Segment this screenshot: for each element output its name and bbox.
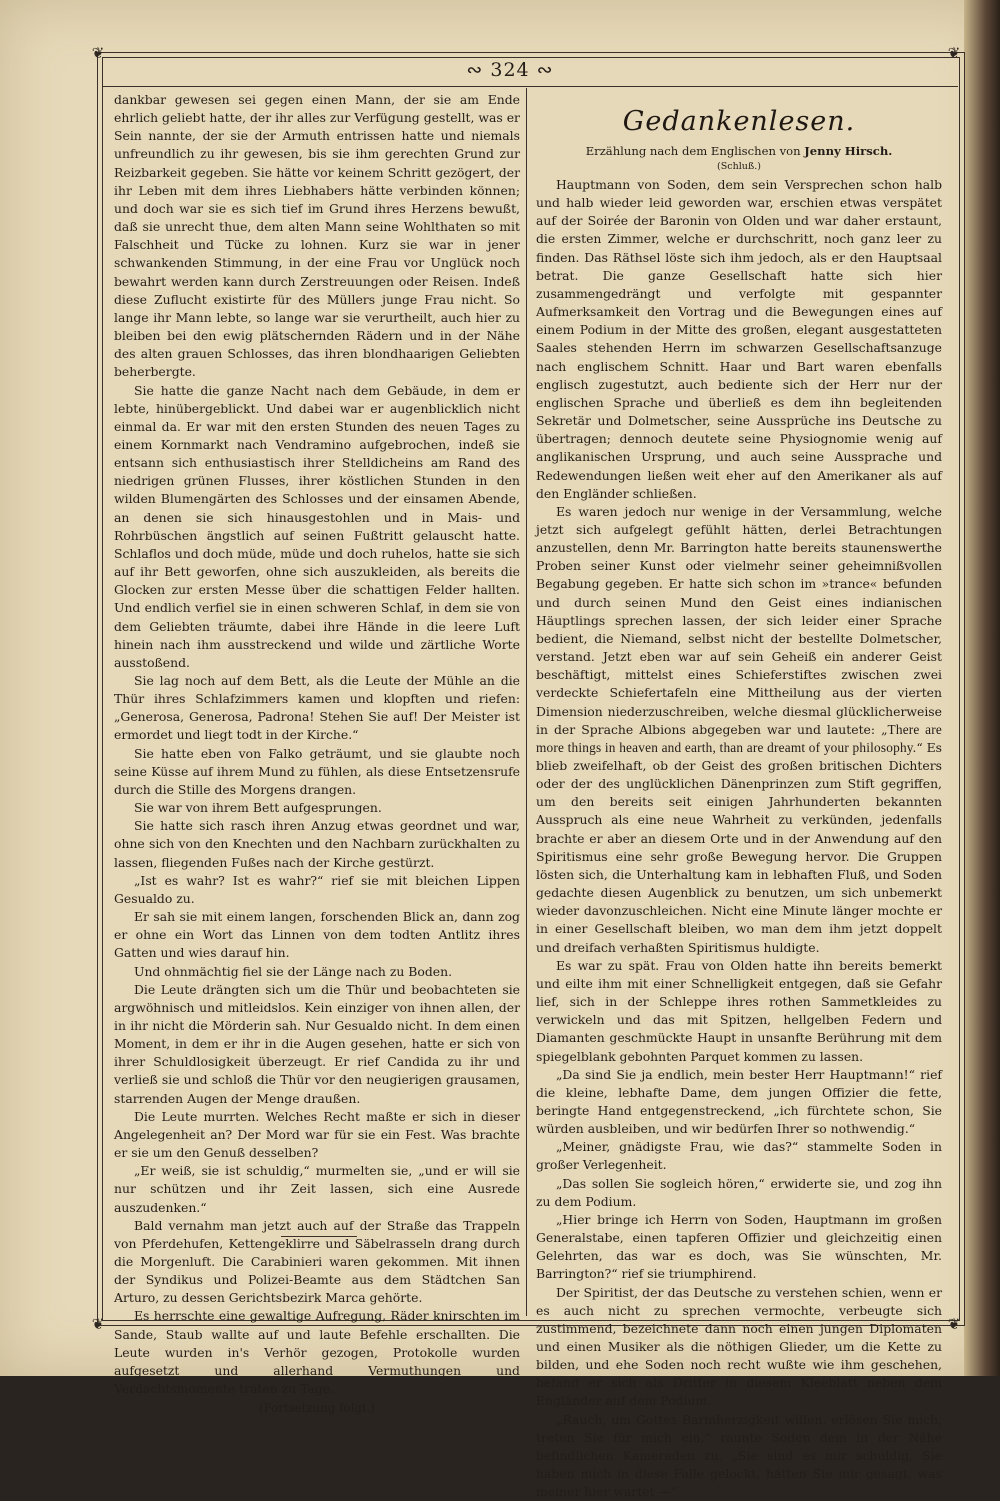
- paragraph: „Rauch, um Gottes Barmherzigkeit willen, erlösen Sie mich, treten Sie für mich ein,“ raunte Soden dem in der Nähe befindlichen Kameraden zu. „Sie sind es mir schuldig, Sie haben mich in diese Falle gelockt, hätten Sie mir gesagt, was meiner hier wartet —“: [536, 1411, 942, 1500]
- column-divider: [526, 88, 527, 1316]
- paragraph: Es war zu spät. Frau von Olden hatte ihn bereits bemerkt und eilte ihm mit einer Schnelligkeit entgegen, daß sie Gefahr lief, sich in der Schleppe ihres rothen Sammetkleides zu verwickeln und das mit Spitzen, hellgelben Federn und Diamanten geschmückte Haupt in unsanfte Berührung mit dem spiegelblank gebohnten Parquet kommen zu lassen.: [536, 957, 942, 1064]
- english-quote: There are more things in heaven and earth, than are dreamt of your philosophy.: [536, 721, 942, 755]
- ornament-right-icon: ∾: [536, 59, 554, 81]
- paragraph: dankbar gewesen sei gegen einen Mann, der sie am Ende ehrlich geliebt hatte, der ihr alles zur Verfügung gestellt, was er Sein nannte, der sie der Armuth entrissen hatte und niemals unfreundlich zu ihr gewesen, bis sie ihm gerechten Grund zur Reizbarkeit gegeben. Sie hätte vor keinem Schritt gezögert, der ihr Leben mit dem ihres Liebhabers hätte verbinden können; und doch war sie es sich tief im Grund ihres Herzens bewußt, daß sie unrecht thue, dem alten Mann seine Wohlthaten so mit Falschheit und Tücke zu lohnen. Kurz sie war in jener schwankenden Stimmung, in der eine Frau vor Unglück noch bewahrt werden kann durch Zerstreuungen oder Reisen. Indeß diese Zuflucht existirte für des Müllers junge Frau nicht. So lange ihr Mann lebte, so lange war sie verurtheilt, auch hier zu bleiben bei den ewig plätschernden Rädern und in der Nähe des alten grauen Schlosses, das ihren blondhaarigen Geliebten beherbergte.: [114, 92, 520, 380]
- paragraph: Er sah sie mit einem langen, forschenden Blick an, dann zog er ohne ein Wort das Linnen von dem todten Antlitz ihres Gatten und wies darauf hin.: [114, 909, 520, 961]
- paragraph: Sie hatte eben von Falko geträumt, und sie glaubte noch seine Küsse auf ihrem Mund zu fühlen, als diese Entsetzensrufe durch die Stille des Morgens drangen.: [114, 745, 520, 797]
- paragraph: Und ohnmächtig fiel sie der Länge nach zu Boden.: [134, 963, 453, 979]
- paragraph-part: “ Es blieb zweifelhaft, ob der Geist des großen britischen Dichters oder der des unglücklichen Dänenprinzen zum Stift gegriffen, um den bereits seit einigen Jahrhunderten bekannten Ausspruch als eine neue Wahrheit zu verkünden, jedenfalls brachte er aber an diesem Orte und in der Anwendung auf den Spiritismus eine sehr große Bewegung hervor. Die Gruppen lösten sich, die Unterhaltung kam in lebhaften Fluß, und Soden gedachte diesen Augenblick zu benutzen, um sich unbemerkt wieder davonzuschleichen. Nicht eine Minute länger mochte er in einer Gesellschaft bleiben, wo man dem ihm jetzt doppelt und dreifach verhaßten Spiritismus huldigte.: [536, 739, 943, 955]
- story-title: Gedankenlesen.: [622, 106, 856, 137]
- paragraph: Bald vernahm man jetzt auch auf der Straße das Trappeln von Pferdehufen, Kettengeklirre und Säbelrasseln drang durch die Morgenluft. Die Carabinieri waren gekommen. Mit ihnen der Syndikus und Polizei-Beamte aus dem Städtchen San Arturo, zu dessen Gerichtsbezirk Marca gehörte.: [114, 1217, 520, 1306]
- continuation-note: (Fortsetzung folgt.): [259, 1401, 375, 1416]
- ornament-left-icon: ∾: [466, 59, 484, 81]
- conclusion-note: (Schluß.): [717, 161, 761, 172]
- paragraph: Die Leute murrten. Welches Recht maßte er sich in dieser Angelegenheit an? Der Mord war für sie ein Fest. Was brachte er sie um den Genuß desselben?: [114, 1108, 520, 1161]
- paragraph: Hauptmann von Soden, dem sein Versprechen schon halb und halb wieder leid geworden war, erschien etwas verspätet auf der Soirée der Baronin von Olden und war daher erstaunt, die ersten Zimmer, welche er durchschritt, noch ganz leer zu finden. Das Räthsel löste sich ihm jedoch, als er den Hauptsaal betrat. Die ganze Gesellschaft hatte sich hier zusammengedrängt und verfolgte mit gespannter Aufmerksamkeit den Vortrag und die Bewegungen eines auf einem Podium in der Mitte des großen, elegant ausgestatteten Saales stehenden Herrn im schwarzen Gesellschaftsanzuge nach englischem Schnitt. Haar und Bart waren ebenfalls englisch zugestutzt, auch bediente sich der Herr nur der englischen Sprache und überließ es dem ihn begleitenden Sekretär und Dolmetscher, seine Aussprüche ins Deutsche zu übertragen; dennoch deutete seine Physiognomie wenig auf anglikanischen Ursprung, und auch seine Aussprache und Redewendungen ließen weit eher auf den Amerikaner als auf den Engländer schließen.: [536, 177, 942, 501]
- end-rule: [281, 1236, 357, 1237]
- header-rule: [102, 86, 958, 87]
- paragraph: Sie lag noch auf dem Bett, als die Leute der Mühle an die Thür ihres Schlafzimmers kamen und klopften und riefen: „Generosa, Generosa, Padrona! Stehen Sie auf! Der Meister ist ermordet und liegt todt in der Kirche.“: [114, 673, 520, 743]
- paragraph: Sie war von ihrem Bett aufgesprungen.: [134, 800, 382, 816]
- corner-ornament-top-right: ❦: [947, 44, 961, 62]
- paragraph: „Er weiß, sie ist schuldig,“ murmelten sie, „und er will sie nur schützen und ihr Zeit lassen, sich eine Ausrede auszudenken.“: [114, 1163, 520, 1215]
- paragraph: Sie hatte die ganze Nacht nach dem Gebäude, in dem er lebte, hinübergeblickt. Und dabei war er augenblicklich nicht einmal da. Er war mit den ersten Stunden des neuen Tages zu einem Kornmarkt nach Vendramino aufgebrochen, indeß sie entsann sich enthusiastisch ihrer Stelldicheins am Rand des niedrigen grünen Flusses, ihrer köstlichen Stunden in den wilden Blumengärten des Schlosses und der einsamen Abende, an denen sie sich hinausgestohlen und in Mais- und Rohrbüschen ängstlich auf seinen Fußtritt gelauscht hatte. Schlaflos und doch müde, müde und doch ruhelos, hatte sie sich auf ihr Bett geworfen, ohne sich auszukleiden, als bereits die Glocken zur ersten Messe über die schattigen Felder hallten. Und endlich verfiel sie in einen schweren Schlaf, in dem sie von dem Geliebten träumte, dabei ihre Hände in die leere Luft hinein nach ihm ausstreckend und wilde und zärtliche Worte ausstoßend.: [114, 382, 520, 670]
- paragraph: „Ist es wahr? Ist es wahr?“ rief sie mit bleichen Lippen Gesualdo zu.: [114, 872, 520, 906]
- paragraph: Sie hatte sich rasch ihren Anzug etwas geordnet und war, ohne sich von den Knechten und den Nachbarn zurückhalten zu lassen, fliegenden Fußes nach der Kirche gestürzt.: [114, 818, 520, 870]
- left-column: [114, 91, 520, 1417]
- paragraph: Es herrschte eine gewaltige Aufregung, Räder knirschten im Sande, Staub wallte auf und laute Befehle erschallten. Die Leute wurden in's Verhör gezogen, Protokolle wurden aufgesetzt und allerhand Vermuthungen und Verdachtsmomente traten zu Tage.: [114, 1308, 520, 1397]
- page-number: 324: [490, 59, 530, 81]
- paragraph: Der Spiritist, der das Deutsche zu verstehen schien, wenn er es auch nicht zu sprechen vermochte, verbeugte sich zustimmend, bezeichnete dann noch einen jungen Diplomaten und einen Musiker als die nöthigen Glieder, um die Kette zu bilden, und ehe Soden noch recht wußte wie ihm geschehen, befand er sich als Dritter in diesem Kleeblatt neben dem Engländer auf dem Podium.: [536, 1284, 942, 1409]
- corner-ornament-bottom-left: ❦: [91, 1315, 105, 1333]
- paragraph: Die Leute drängten sich um die Thür und beobachteten sie argwöhnisch und mitleidslos. Kein einziger von ihnen allen, der in ihr nicht die Mörderin sah. Nur Gesualdo nicht. In dem einen Moment, in dem er ihr in die Augen gesehen, hatte er sich von ihrer Schuldlosigkeit überzeugt. Er rief Candida zu ihr und verließ sie und schloß die Thür vor den neugierigen grausamen, starrenden Augen der Menge draußen.: [114, 981, 520, 1106]
- paragraph: „Da sind Sie ja endlich, mein bester Herr Hauptmann!“ rief die kleine, lebhafte Dame, dem jungen Offizier die fette, beringte Hand entgegenstreckend, „ich fürchtete schon, Sie würden ausbleiben, und wir bedürfen Ihrer so nothwendig.“: [536, 1066, 942, 1137]
- page-number-header: [440, 59, 580, 81]
- author-name: Jenny Hirsch.: [804, 144, 893, 158]
- story-subtitle: [536, 143, 942, 159]
- paragraph: „Das sollen Sie sogleich hören,“ erwiderte sie, und zog ihn zu dem Podium.: [536, 1175, 942, 1209]
- paragraph: „Hier bringe ich Herrn von Soden, Hauptmann im großen Generalstabe, einen tapferen Offizier und gleichzeitig einen Gelehrten, das war es doch, was Sie wünschten, Mr. Barrington?“ rief sie triumphirend.: [536, 1211, 942, 1282]
- corner-ornament-top-left: ❦: [91, 44, 105, 62]
- paragraph-part: Es waren jedoch nur wenige in der Versammlung, welche jetzt sich aufgelegt gefühlt hätten, derlei Betrachtungen anzustellen, denn Mr. Barrington hatte bereits staunenswerthe Proben seiner Kunst oder vielmehr seiner geheimnißvollen Begabung gegeben. Er hatte sich schon im »trance« befunden und durch seinen Mund den Geist eines indianischen Häuptlings sprechen lassen, der sich leider einer Sprache bedient, die Niemand, selbst nicht der bestellte Dolmetscher, verstand. Jetzt eben war auf sein Geheiß ein anderer Geist beschäftigt, mittelst eines Schieferstiftes zwischen zwei verdeckte Schiefertafeln eine Mittheilung aus der vierten Dimension niederzuschreiben, welche diesmal glücklicherweise in der Sprache Albions abgegeben war und lautete: „: [536, 503, 942, 737]
- corner-ornament-bottom-right: ❦: [947, 1315, 961, 1333]
- paragraph: „Meiner, gnädigste Frau, wie das?“ stammelte Soden in großer Verlegenheit.: [536, 1139, 942, 1173]
- book-spine: [964, 0, 1000, 1376]
- paragraph-with-quote: [536, 503, 942, 957]
- right-column: [536, 91, 942, 1501]
- subtitle-prefix: Erzählung nach dem Englischen von: [585, 144, 801, 158]
